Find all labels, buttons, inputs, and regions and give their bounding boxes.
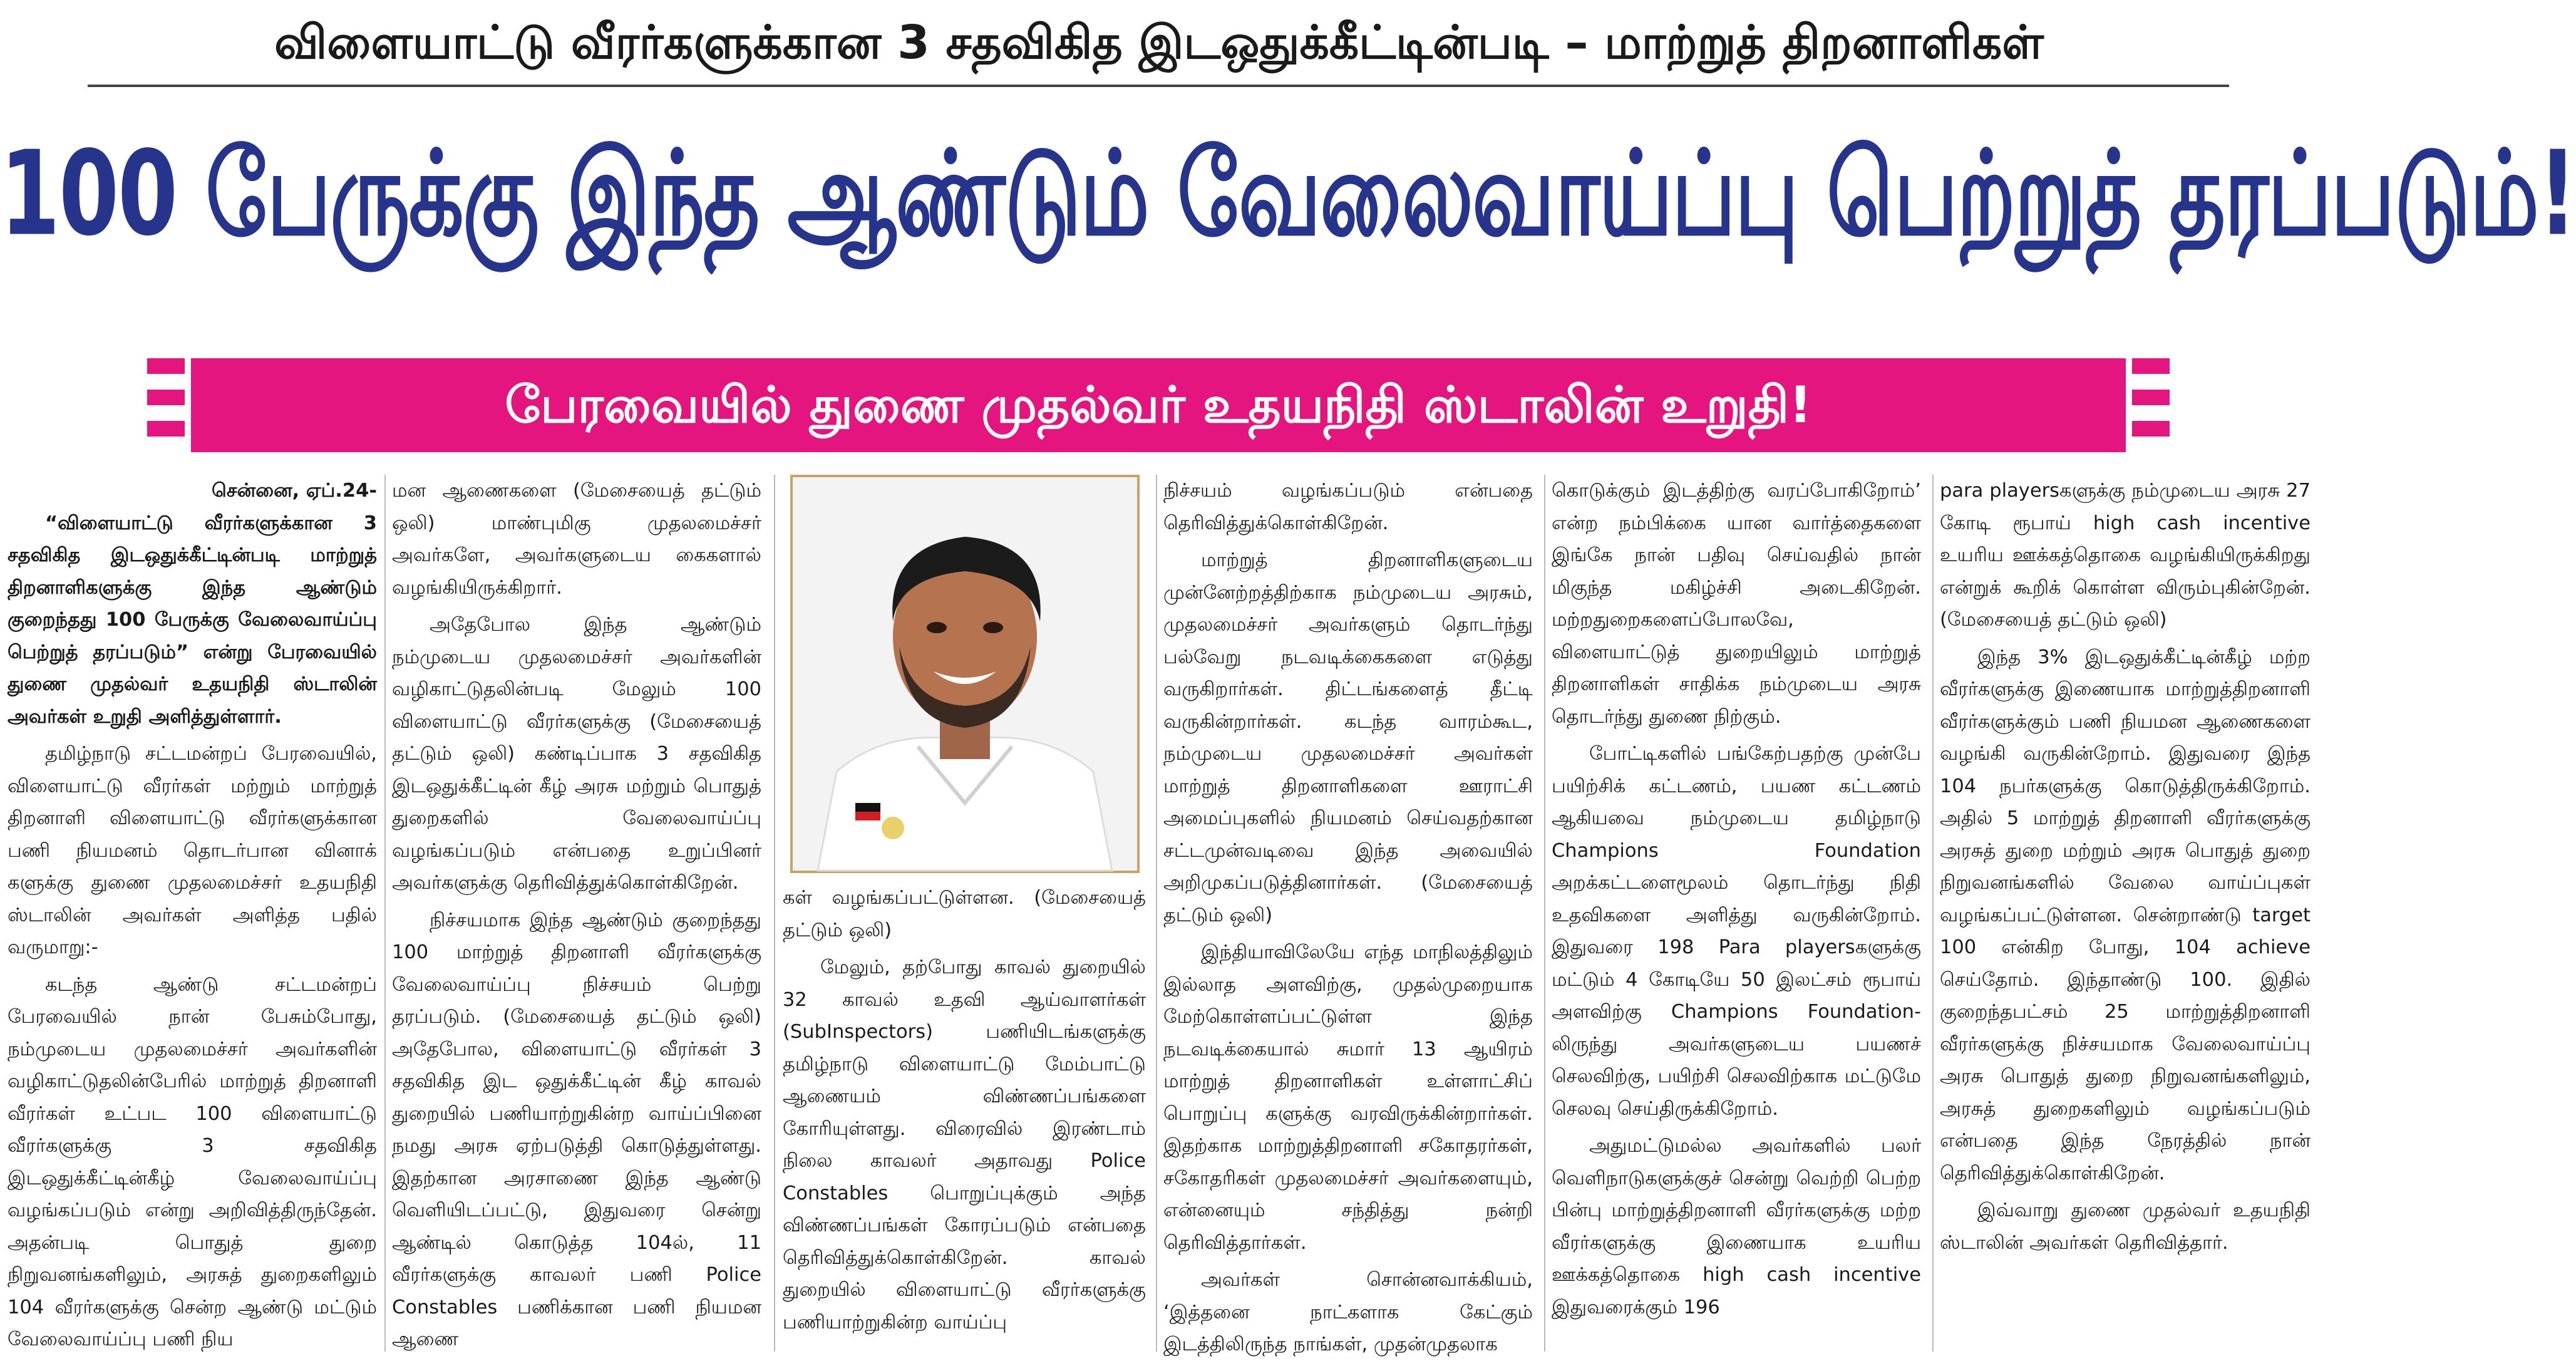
article-column-5 [1552, 475, 1921, 1352]
lead-paragraph: “விளையாட்டு வீரர்களுக்கான 3 சதவிகித இடஒதுக்கீட்டின்படி மாற்றுத் திறனாளிகளுக்கு இந்த ஆண்டும் குறைந்தது 100 பேருக்கு வேலைவாய்ப்பு பெற்றுத் தரப்படும்” என்று பேரவையில் துணை முதல்வர் உதயநிதி ஸ்டாலின் அவர்கள் உறுதி அளித்துள்ளார். [8, 512, 377, 728]
portrait-photo-icon [793, 477, 1137, 871]
body-paragraph: தமிழ்நாடு சட்டமன்றப் பேரவையில், விளையாட்டு வீரர்கள் மற்றும் மாற்றுத் திறனாளி விளையாட்டு வீரர்களுக்கான பணி நியமனம் தொடர்பான வினாக் களுக்கு துணை முதலமைச்சர் உதயநிதி ஸ்டாலின் அவர்கள் அளித்த பதில் வருமாறு:- [8, 743, 377, 958]
body-paragraph: போட்டிகளில் பங்கேற்பதற்கு முன்பே பயிற்சிக் கட்டணம், பயண கட்டணம் ஆகியவை நம்முடைய தமிழ்நாடு Champions Foundation அறக்கட்டளைமூலம் தொடர்ந்து நிதி உதவிகளை அளித்து வருகின்றோம். இதுவரை 198 Para playersகளுக்கு மட்டும் 4 கோடியே 50 இலட்சம் ரூபாய் அளவிற்கு Champions Foundation- லிருந்து அவர்களுடைய பயணச் செலவிற்கு, பயிற்சி செலவிற்காக மட்டுமே செலவு செய்திருக்கிறோம். [1552, 743, 1921, 1120]
body-paragraph: இந்தியாவிலேயே எந்த மாநிலத்திலும் இல்லாத அளவிற்கு, முதல்முறையாக மேற்கொள்ளப்பட்டுள்ள இந்த நடவடிக்கையால் சுமார் 13 ஆயிரம் மாற்றுத் திறனாளிகள் உள்ளாட்சிப் பொறுப்பு களுக்கு வரவிருக்கின்றார்கள். இதற்காக மாற்றுத்திறனாளி சகோதரர்கள், சகோதரிகள் முதலமைச்சர் அவர்களையும், என்னையும் சந்தித்து நன்றி தெரிவித்தார்கள். [1163, 941, 1533, 1254]
body-paragraph: இந்த 3% இடஒதுக்கீட்டின்கீழ் மற்ற வீரர்களுக்கு இணையாக மாற்றுத்திறனாளி வீரர்களுக்கும் பணி நியமன ஆணைகளை வழங்கி வருகின்றோம். இதுவரை இந்த 104 நபர்களுக்கு கொடுத்திருக்கிறோம். அதில் 5 மாற்றுத் திறனாளி வீரர்களுக்கு அரசுத் துறை மற்றும் அரசு பொதுத் துறை நிறுவனங்களில் வேலை வாய்ப்புகள் வழங்கப்பட்டுள்ளன. சென்றாண்டு target 100 என்கிற போது, 104 achieve செய்தோம். இந்தாண்டு 100. இதில் குறைந்தபட்சம் 25 மாற்றுத்திறனாளி வீரர்களுக்கு நிச்சயமாக வேலைவாய்ப்பு அரசு பொதுத் துறை நிறுவனங்களிலும், அரசுத் துறைகளிலும் வழங்கப்படும் என்பதை இந்த நேரத்தில் நான் தெரிவித்துக்கொள்கிறேன். [1940, 646, 2311, 1184]
article-column-3 [783, 882, 1146, 1352]
body-paragraph: அதேபோல இந்த ஆண்டும் நம்முடைய முதலமைச்சர் அவர்களின் வழிகாட்டுதலின்படி மேலும் 100 விளையாட்டு வீரர்களுக்கு (மேசையைத் தட்டும் ஒலி) கண்டிப்பாக 3 சதவிகித இடஒதுக்கீட்டின் கீழ் அரசு மற்றும் பொதுத் துறைகளில் வேலைவாய்ப்பு வழங்கப்படும் என்பதை உறுப்பினர் அவர்களுக்கு தெரிவித்துக்கொள்கிறேன். [392, 614, 761, 894]
body-paragraph: நிச்சயம் வழங்கப்படும் என்பதை தெரிவித்துக்கொள்கிறேன். [1163, 480, 1533, 534]
body-paragraph: மேலும், தற்போது காவல் துறையில் 32 காவல் உதவி ஆய்வாளர்கள் (SubInspectors) பணியிடங்களுக்கு தமிழ்நாடு விளையாட்டு மேம்பாட்டு ஆணையம் விண்ணப்பங்களை கோரியுள்ளது. விரைவில் இரண்டாம் நிலை காவலர் அதாவது Police Constables பொறுப்புக்கும் அந்த விண்ணப்பங்கள் கோரப்படும் என்பதை தெரிவித்துக்கொள்கிறேன். காவல் துறையில் விளையாட்டு வீரர்களுக்கு பணியாற்றுகின்ற வாய்ப்பு [783, 956, 1146, 1333]
body-paragraph: கள் வழங்கப்பட்டுள்ளன. (மேசையைத் தட்டும் ஒலி) [783, 887, 1146, 941]
column-divider [1544, 475, 1545, 1352]
body-paragraph: அதுமட்டுமல்ல அவர்களில் பலர் வெளிநாடுகளுக்குச் சென்று வெற்றி பெற்ற பின்பு மாற்றுத்திறனாளி வீரர்களுக்கு மற்ற வீரர்களுக்கு இணையாக உயரிய ஊக்கத்தொகை high cash incentive இதுவரைக்கும் 196 [1552, 1135, 1921, 1318]
column-divider [384, 475, 386, 1352]
article-column-2 [392, 475, 761, 1352]
body-paragraph: para playersகளுக்கு நம்முடைய அரசு 27 கோடி ரூபாய் high cash incentive உயரிய ஊக்கத்தொகை வழங்கியிருக்கிறது என்றுக் கூறிக் கொள்ள விரும்புகின்றேன். (மேசையைத் தட்டும் ஒலி) [1940, 480, 2311, 631]
kicker-heading: விளையாட்டு வீரர்களுக்கான 3 சதவிகித இடஒதுக்கீட்டின்படி – மாற்றுத் திறனாளிகள் [274, 16, 2044, 70]
body-paragraph: கொடுக்கும் இடத்திற்கு வரப்போகிறோம்’ என்ற நம்பிக்கை யான வார்த்தைகளை இங்கே நான் பதிவு செய்வதில் நான் மிகுந்த மகிழ்ச்சி அடைகிறேன். மற்றதுறைகளைப்போலவே, விளையாட்டுத் துறையிலும் மாற்றுத் திறனாளிகள் சாதிக்க நம்முடைய அரசு தொடர்ந்து துணை நிற்கும். [1552, 480, 1921, 728]
main-headline: 100 பேருக்கு இந்த ஆண்டும் வேலைவாய்ப்பு பெற்றுத் தரப்படும்! [0, 125, 2576, 262]
column-divider [774, 475, 775, 1352]
body-paragraph: கடந்த ஆண்டு சட்டமன்றப் பேரவையில் நான் பேசும்போது, நம்முடைய முதலமைச்சர் அவர்களின் வழிகாட்டுதலின்பேரில் மாற்றுத் திறனாளி வீரர்கள் உட்பட 100 விளையாட்டு வீரர்களுக்கு 3 சதவிகித இடஒதுக்கீட்டின்கீழ் வேலைவாய்ப்பு வழங்கப்படும் என்று அறிவித்திருந்தேன். அதன்படி பொதுத் துறை நிறுவனங்களிலும், அரசுத் துறைகளிலும் 104 வீரர்களுக்கு சென்ற ஆண்டு மட்டும் வேலைவாய்ப்பு பணி நிய [8, 973, 377, 1350]
subheadline-text: பேரவையில் துணை முதல்வர் உதயநிதி ஸ்டாலின் உறுதி! [505, 376, 1812, 434]
dateline: சென்னை, ஏப்.24- [212, 480, 377, 502]
article-column-4 [1163, 475, 1533, 1355]
subheadline-banner [191, 358, 2126, 452]
article-column-1 [8, 475, 377, 1352]
column-divider [1932, 475, 1934, 1352]
column-divider [1156, 475, 1157, 1352]
body-paragraph: நிச்சயமாக இந்த ஆண்டும் குறைந்தது 100 மாற்றுத் திறனாளி வீரர்களுக்கு வேலைவாய்ப்பு நிச்சயம் பெற்று தரப்படும். (மேசையைத் தட்டும் ஒலி) அதேபோல, விளையாட்டு வீரர்கள் 3 சதவிகித இட ஒதுக்கீட்டின் கீழ் காவல் துறையில் பணியாற்றுகின்ற வாய்ப்பினை நமது அரசு ஏற்படுத்தி கொடுத்துள்ளது. இதற்கான அரசாணை இந்த ஆண்டு வெளியிடப்பட்டு, இதுவரை சென்று ஆண்டில் கொடுத்த 104ல், 11 வீரர்களுக்கு காவலர் பணி Police Constables பணிக்கான பணி நியமன ஆணை [392, 909, 761, 1350]
body-paragraph: மாற்றுத் திறனாளிகளுடைய முன்னேற்றத்திற்காக நம்முடைய அரசும், முதலமைச்சர் அவர்களும் தொடர்ந்து பல்வேறு நடவடிக்கைகளை எடுத்து வருகிறார்கள். திட்டங்களைத் தீட்டி வருகின்றார்கள். கடந்த வாரம்கூட, நம்முடைய முதலமைச்சர் அவர்கள் மாற்றுத் திறனாளிகளை ஊராட்சி அமைப்புகளில் நியமனம் செய்வதற்கான சட்டமுன்வடிவை இந்த அவையில் அறிமுகப்படுத்தினார்கள். (மேசையைத் தட்டும் ஒலி) [1163, 549, 1533, 926]
article-column-6 [1940, 475, 2311, 1352]
body-paragraph: இவ்வாறு துணை முதல்வர் உதயநிதி ஸ்டாலின் அவர்கள் தெரிவித்தார். [1940, 1199, 2311, 1254]
body-paragraph: மன ஆணைகளை (மேசையைத் தட்டும் ஒலி) மாண்புமிகு முதலமைச்சர் அவர்களே, அவர்களுடைய கைகளால் வழங்கியிருக்கிறார். [392, 480, 761, 599]
body-paragraph: அவர்கள் சொன்னவாக்கியம், ‘இத்தனை நாட்களாக கேட்கும் இடத்திலிருந்த நாங்கள், முதன்முதலாக [1163, 1269, 1533, 1355]
portrait-photo [790, 475, 1140, 873]
